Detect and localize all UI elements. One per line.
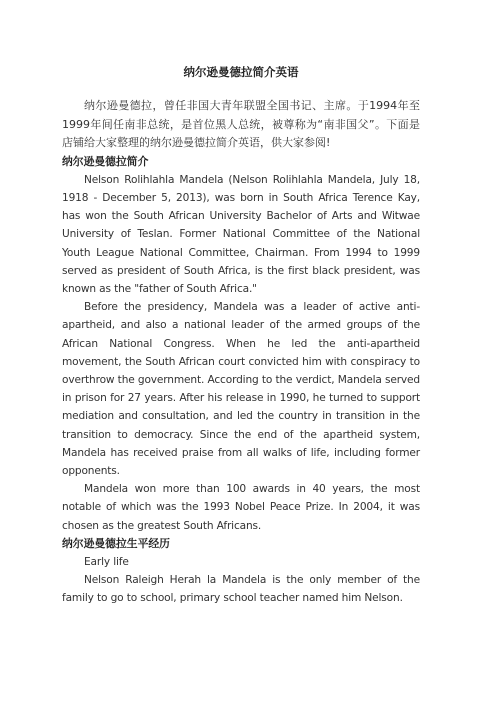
intro-paragraph: 纳尔逊曼德拉，曾任非国大青年联盟全国书记、主席。于1994年至1999年间任南非总统，是首位黑人总统，被尊称为“南非国父”。下面是店铺给大家整理的纳尔逊曼德拉简介英语，供大家参阅! bbox=[62, 99, 420, 149]
document-page bbox=[62, 64, 420, 608]
subheading-early-life: Early life bbox=[84, 555, 129, 568]
body-paragraph: Nelson Raleigh Herah la Mandela is the only member of the family to go to school, primary school teacher named him Nelson. bbox=[62, 574, 420, 605]
body-paragraph: Nelson Rolihlahla Mandela (Nelson Rolihlahla Mandela, July 18, 1918 - December 5, 2013), was born in South Africa Terence Kay, has won the South African University Bachelor of Arts and Witwae University of Teslan. Former National Committee of the National Youth League National Committee, Chairman. From 1994 to 1999 served as president of South Africa, is the first black president, was known as the "father of South Africa." bbox=[62, 173, 420, 295]
section-heading-profile: 纳尔逊曼德拉简介 bbox=[62, 154, 149, 168]
section-heading-life: 纳尔逊曼德拉生平经历 bbox=[62, 536, 170, 550]
document-title: 纳尔逊曼德拉简介英语 bbox=[183, 65, 299, 79]
body-paragraph: Mandela won more than 100 awards in 40 years, the most notable of which was the 1993 Nobel Peace Prize. In 2004, it was chosen as the greatest South Africans. bbox=[62, 483, 420, 532]
body-paragraph: Before the presidency, Mandela was a leader of active anti-apartheid, and also a national leader of the armed groups of the African National Congress. When he led the anti-apartheid movement, the South African court convicted him with conspiracy to overthrow the government. According to the verdict, Mandela served in prison for 27 years. After his release in 1990, he turned to support mediation and consultation, and led the country in transition in the transition to democracy. Since the end of the apartheid system, Mandela has received praise from all walks of life, including former opponents. bbox=[62, 301, 420, 477]
